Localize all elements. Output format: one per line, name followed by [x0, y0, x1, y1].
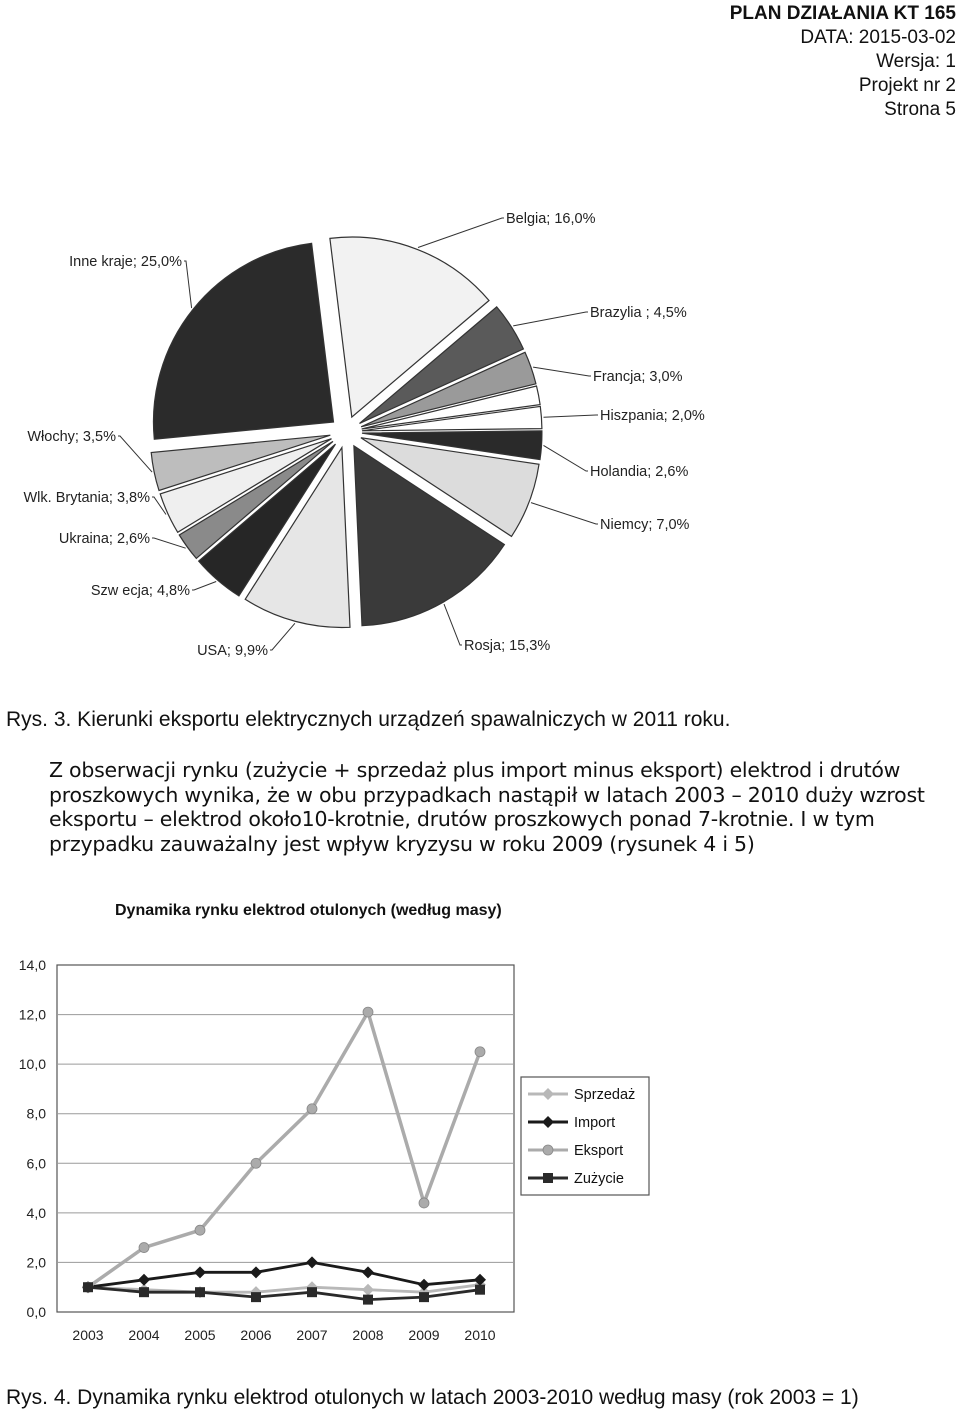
data-point-eksport [475, 1047, 485, 1057]
plan-title: PLAN DZIAŁANIA KT 165 [729, 3, 956, 24]
pie-slice-label: Wlk. Brytania; 3,8% [23, 490, 150, 506]
pie-slice-label: Holandia; 2,6% [590, 464, 689, 480]
legend-label-eksport: Eksport [574, 1143, 624, 1159]
pie-slice-label: Szw ecja; 4,8% [90, 583, 190, 599]
x-tick-label: 2007 [296, 1327, 328, 1343]
legend-marker-zuzycie [543, 1173, 553, 1183]
document-header [730, 2, 956, 122]
pie-slice-label: Francja; 3,0% [593, 369, 683, 385]
data-point-eksport [139, 1243, 149, 1253]
page-number: Strona 5 [884, 99, 956, 120]
pie-chart-canvas [0, 160, 960, 680]
data-point-zuzycie [363, 1295, 373, 1305]
data-point-eksport [363, 1007, 373, 1017]
pie-slice-label: Hiszpania; 2,0% [600, 408, 705, 424]
y-tick-label: 10,0 [18, 1056, 46, 1073]
line-chart-canvas [0, 888, 960, 1358]
pie-slice-label: Brazylia ; 4,5% [590, 305, 687, 321]
x-tick-label: 2004 [128, 1327, 160, 1343]
pie-slice-label: Włochy; 3,5% [27, 429, 116, 445]
y-tick-label: 8,0 [26, 1105, 46, 1122]
data-point-zuzycie [307, 1287, 317, 1297]
pie-slice-label: Ukraina; 2,6% [58, 531, 150, 547]
document-date: DATA: 2015-03-02 [800, 27, 956, 48]
x-tick-label: 2010 [464, 1327, 496, 1343]
pie-slice-label: Niemcy; 7,0% [600, 517, 690, 533]
data-point-zuzycie [195, 1287, 205, 1297]
pie-slice-label: Belgia; 16,0% [506, 211, 596, 227]
data-point-eksport [195, 1225, 205, 1235]
x-tick-label: 2005 [184, 1327, 216, 1343]
legend-label-zuzycie: Zużycie [574, 1171, 624, 1187]
y-tick-label: 14,0 [18, 957, 46, 973]
chart-legend [521, 1077, 649, 1195]
data-point-zuzycie [419, 1292, 429, 1302]
data-point-zuzycie [139, 1287, 149, 1297]
data-point-zuzycie [83, 1282, 93, 1292]
x-tick-label: 2008 [352, 1327, 384, 1343]
paragraph-line: Z obserwacji rynku (zużycie + sprzedaż plus import minus eksport) elektrod i drutów [49, 758, 901, 782]
data-point-eksport [307, 1104, 317, 1114]
data-point-zuzycie [251, 1292, 261, 1302]
export-directions-pie-chart [0, 160, 960, 680]
data-point-eksport [419, 1198, 429, 1208]
data-point-eksport [251, 1158, 261, 1168]
legend-label-sprzedaz: Sprzedaż [574, 1087, 636, 1103]
electrode-market-line-chart [0, 888, 960, 1358]
legend-label-import: Import [574, 1115, 616, 1131]
paragraph-line: eksportu – elektrod około10-krotnie, drutów proszkowych ponad 7-krotnie. I w tym [49, 807, 875, 831]
paragraph-line: proszkowych wynika, że w obu przypadkach nastąpił w latach 2003 – 2010 duży wzrost [49, 782, 925, 807]
document-version: Wersja: 1 [876, 51, 956, 72]
y-tick-label: 12,0 [18, 1006, 46, 1023]
paragraph-line: przypadku zauważalny jest wpływ kryzysu w roku 2009 (rysunek 4 i 5) [49, 831, 755, 856]
body-paragraph [49, 758, 954, 856]
figure-3-caption: Rys. 3. Kierunki eksportu elektrycznych urządzeń spawalniczych w 2011 roku. [6, 708, 731, 731]
x-tick-label: 2003 [72, 1327, 104, 1343]
pie-slice-label: Inne kraje; 25,0% [69, 254, 182, 270]
y-tick-label: 0,0 [26, 1304, 46, 1320]
y-tick-label: 4,0 [26, 1204, 46, 1221]
y-tick-label: 2,0 [26, 1254, 46, 1271]
figure-4-caption: Rys. 4. Dynamika rynku elektrod otulonych w latach 2003-2010 według masy (rok 2003 = 1) [6, 1386, 859, 1409]
y-tick-label: 6,0 [26, 1155, 46, 1172]
pie-slice-label: Rosja; 15,3% [464, 638, 551, 654]
x-tick-label: 2009 [408, 1327, 440, 1343]
chart-title: Dynamika rynku elektrod otulonych (według masy) [115, 902, 502, 919]
legend-marker-eksport [543, 1145, 553, 1155]
data-point-zuzycie [475, 1285, 485, 1295]
x-tick-label: 2006 [240, 1327, 272, 1343]
pie-slice-label: USA; 9,9% [197, 643, 268, 659]
project-number: Projekt nr 2 [858, 75, 956, 96]
